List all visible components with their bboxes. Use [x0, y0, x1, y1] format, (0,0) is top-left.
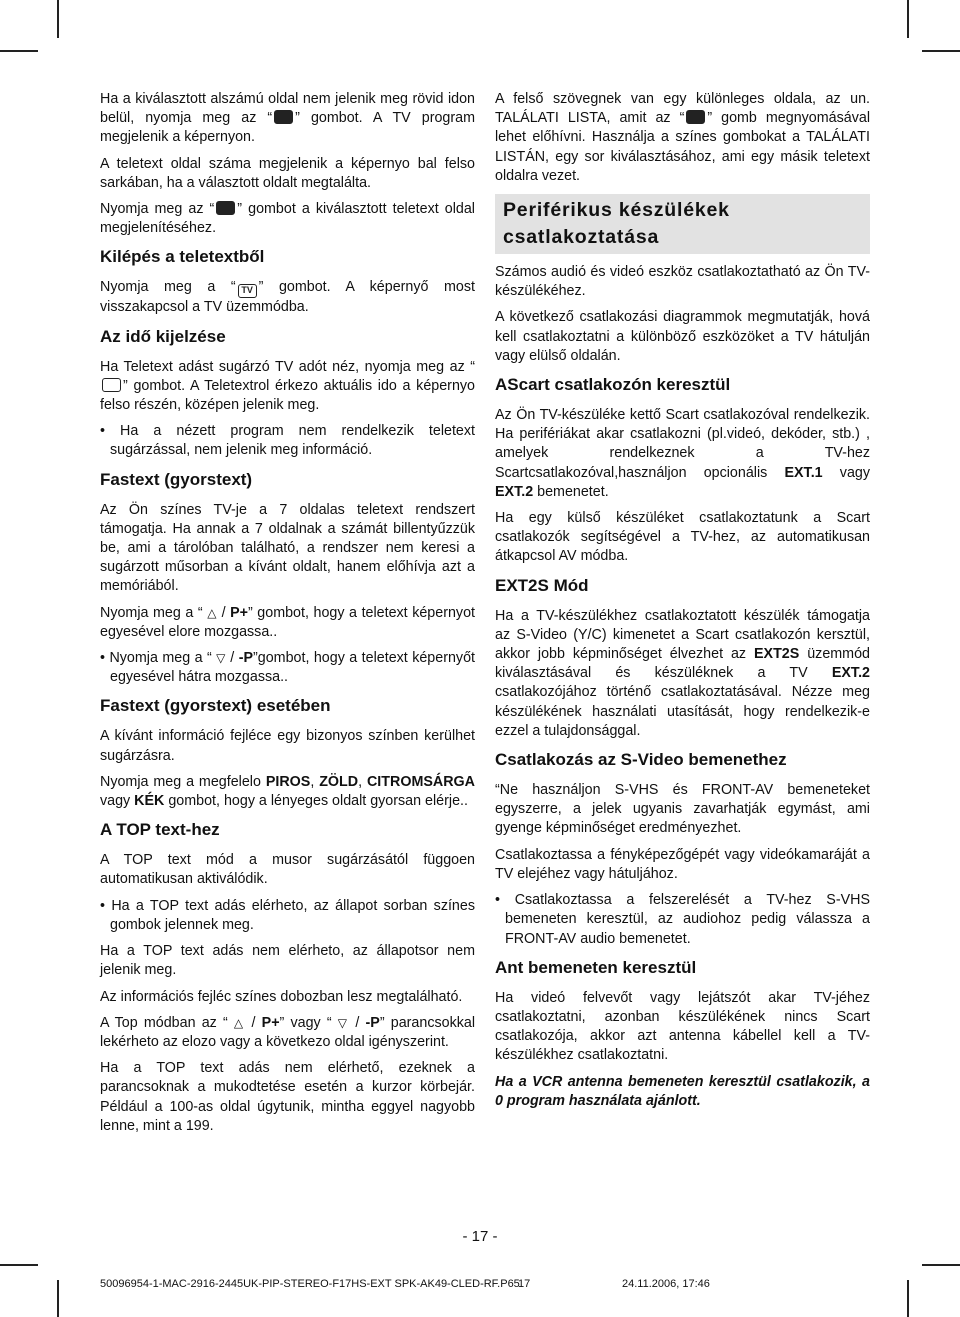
ext2-label: EXT.2 [831, 665, 870, 682]
color-red-label: PIROS [265, 773, 311, 790]
left-column [100, 90, 475, 1143]
index-icon [686, 110, 705, 124]
crop-mark [0, 1264, 38, 1266]
ext1-label: EXT.1 [784, 464, 823, 481]
paragraph: Ha a TV-készülékhez csatlakoztatott készülék támogatja az S-Video (Y/C) kimenetet a Scart csatlakozón kersztül, akkor jobb képminőséget élvezhet az EXT2S üzemmód kiválasztásával és készüléknek a TV EXT.2 csatlakozójához történő csatlakoztatásával. Nézze meg készülékének használati utasítását, hogy rendelkezik-e ezzel a tulajdonsággal. [495, 607, 870, 739]
paragraph: A kívánt információ fejléce egy bizonyos színben kerülhet sugárzásra. [100, 728, 475, 764]
crop-mark [907, 0, 909, 38]
tv-icon: TV [238, 284, 257, 298]
teletext-icon [216, 201, 235, 215]
bullet-item: • Csatlakoztassa a felszerelését a TV-hez S-VHS bemeneten keresztül, az audiohoz pedig válassza a FRONT-AV audio bemenetet. [495, 892, 870, 947]
color-blue-label: KÉK [134, 793, 165, 810]
ext2s-label: EXT2S [754, 646, 800, 663]
key-label: P+ [261, 1014, 280, 1031]
crop-mark [922, 50, 960, 52]
paragraph: A következő csatlakozási diagrammok megmutatják, hová kell csatlakoztatni a különböző eszközöket a TV hátulján vagy elülső oldalán. [495, 309, 870, 364]
paragraph: Nyomja meg a “ △ / P+” gombot, hogy a teletext képernyot egyesével elore mozgassa.. [100, 604, 475, 640]
note-paragraph: Ha a VCR antenna bemeneten keresztül csatlakozik, a 0 program használata ajánlott. [495, 1073, 870, 1109]
heading-scart: AScart csatlakozón keresztül [495, 375, 731, 395]
teletext-icon [274, 110, 293, 124]
crop-mark [0, 50, 38, 52]
heading-fastext: Fastext (gyorstext) [100, 469, 253, 489]
clock-icon [102, 378, 121, 392]
heading-exit-teletext: Kilépés a teletextből [100, 247, 265, 267]
heading-svideo: Csatlakozás az S-Video bemenethez [495, 750, 787, 770]
footer-date: 24.11.2006, 17:46 [622, 1278, 710, 1290]
bullet-item: • Nyomja meg a “ ▽ / -P”gombot, hogy a teletext képernyőt egyesével hátra mozgassa.. [100, 650, 475, 686]
paragraph: A Top módban az “ △ / P+” vagy “ ▽ / -P” parancsokkal lekérheto az elozo vagy a következo oldal igényszerint. [100, 1014, 475, 1050]
color-green-label: ZÖLD [319, 773, 359, 790]
heading-antenna: Ant bemeneten keresztül [495, 957, 697, 977]
paragraph: Az Ön színes TV-je a 7 oldalas teletext rendszert támogatja. Ha annak a 7 oldalnak a számát billentyűzzük be, ami a tárolóban található, a rendszer nem keresi a sugárzott műsorban a kívánt oldalt, hanem előhívja azt a memóriából. [100, 501, 475, 595]
crop-mark [57, 1280, 59, 1317]
paragraph: Az információs fejléc színes dobozban lesz megtalálható. [100, 988, 463, 1005]
paragraph: A felső szövegnek van egy különleges oldala, az un. TALÁLATI LISTA, amit az “ ” gomb megnyomásával lehet előhívni. Használja a színes gombokat a TALÁLATI LISTÁN, egy sor kiválasztásához, ami egy másik teletext oldalra vezet. [495, 91, 870, 184]
paragraph: A TOP text mód a musor sugárzásától függoen automatikusan aktiválódik. [100, 852, 475, 888]
heading-top-text: A TOP text-hez [100, 820, 220, 840]
paragraph: Ha Teletext adást sugárzó TV adót néz, nyomja meg az “” gombot. A Teletextrol érkezo aktuális ido a képernyo felso részén, középen jelenik meg. [100, 358, 475, 414]
crop-mark [907, 1280, 909, 1317]
crop-mark [57, 0, 59, 38]
bullet-item: • Ha a TOP text adás elérheto, az állapot sorban színes gombok jelennek meg. [100, 897, 475, 933]
crop-mark [922, 1264, 960, 1266]
color-yellow-label: CITROMSÁRGA [366, 773, 475, 790]
ext2-label: EXT.2 [495, 483, 534, 500]
paragraph: Ha a TOP text adás nem elérhető, ezeknek a parancsoknak a mukodtetése esetén a kurzor körbejár. Például a 100-as oldal úgytunik, mintha eggyel nagyobb lenne, mint a 199. [100, 1060, 475, 1134]
heading-peripherals: Periférikus készülékek csatlakoztatása [495, 194, 870, 254]
paragraph: Ha a kiválasztott alszámú oldal nem jelenik meg rövid idon belül, nyomja meg az “ ” gombot. A TV program megjelenik a képernyon. [100, 91, 475, 146]
paragraph: Számos audió és videó eszköz csatlakoztatható az Ön TV-készülékéhez. [495, 264, 870, 300]
paragraph: Nyomja meg a megfelelo PIROS, ZÖLD, CITROMSÁRGA vagy KÉK gombot, hogy a lényeges oldalt gyorsan elérje.. [100, 773, 475, 810]
down-triangle-icon: ▽ [337, 1015, 350, 1030]
up-triangle-icon: △ [233, 1015, 246, 1030]
paragraph: Ha a TOP text adás nem elérheto, az állapotsor nem jelenik meg. [100, 943, 475, 979]
paragraph: A teletext oldal száma megjelenik a képernyo bal felso sarkában, ha a választott oldalt megtalálta. [100, 155, 475, 191]
paragraph: Nyomja meg az “ ” gombot a kiválasztott teletext oldal megjelenítéséhez. [100, 201, 475, 237]
heading-fastext-case: Fastext (gyorstext) esetében [100, 696, 331, 716]
up-triangle-icon: △ [207, 605, 218, 620]
footer-file: 50096954-1-MAC-2916-2445UK-PIP-STEREO-F17HS-EXT SPK-AK49-CLED-RF.P65 [100, 1278, 520, 1290]
key-label: -P [365, 1014, 380, 1031]
paragraph: Nyomja meg a “ TV ” gombot. A képernyő most visszakapcsol a TV üzemmódba. [100, 279, 476, 316]
key-label: P+ [230, 604, 248, 621]
page-number: - 17 - [462, 1228, 498, 1245]
footer-page: 17 [518, 1278, 531, 1290]
key-label: -P [238, 650, 253, 667]
down-triangle-icon: ▽ [216, 651, 226, 666]
paragraph: Csatlakoztassa a fényképezőgépét vagy videókamaráját a TV elejéhez vagy hátuljához. [495, 846, 870, 882]
right-column [495, 90, 870, 1118]
paragraph: Az Ön TV-készüléke kettő Scart csatlakozóval rendelkezik. Ha perifériákat akar csatlakozni (pl.videó, dekóder, stb.) , amelyek rendelkeznek a TV-hez Scartcsatlakozóval,használjon opcionális EXT.1 vagy EXT.2 bemenetet. [495, 407, 870, 500]
paragraph: “Ne használjon S-VHS és FRONT-AV bemeneteket egyszerre, a jelek ugyanis zavarhatják egymást, ami gyenge képminőséget eredményezhet. [495, 782, 870, 837]
heading-time-display: Az idő kijelzése [100, 326, 226, 346]
paragraph: Ha videó felvevőt vagy lejátszót akar TV-jéhez csatlakoztatni, azonban készülékének nincs Scart csatlakozója, akkor azt antenna kábellel kell a TV-készülékhez csatlakoztatni. [495, 989, 870, 1064]
paragraph: Ha egy külső készüléket csatlakoztatunk a Scart csatlakozók segítségével a TV-hez, az automatikusan átkapcsol AV módba. [495, 510, 870, 565]
heading-ext2s: EXT2S Mód [495, 575, 589, 595]
bullet-item: • Ha a nézett program nem rendelkezik teletext sugárzással, nem jelenik meg információ. [100, 423, 475, 459]
